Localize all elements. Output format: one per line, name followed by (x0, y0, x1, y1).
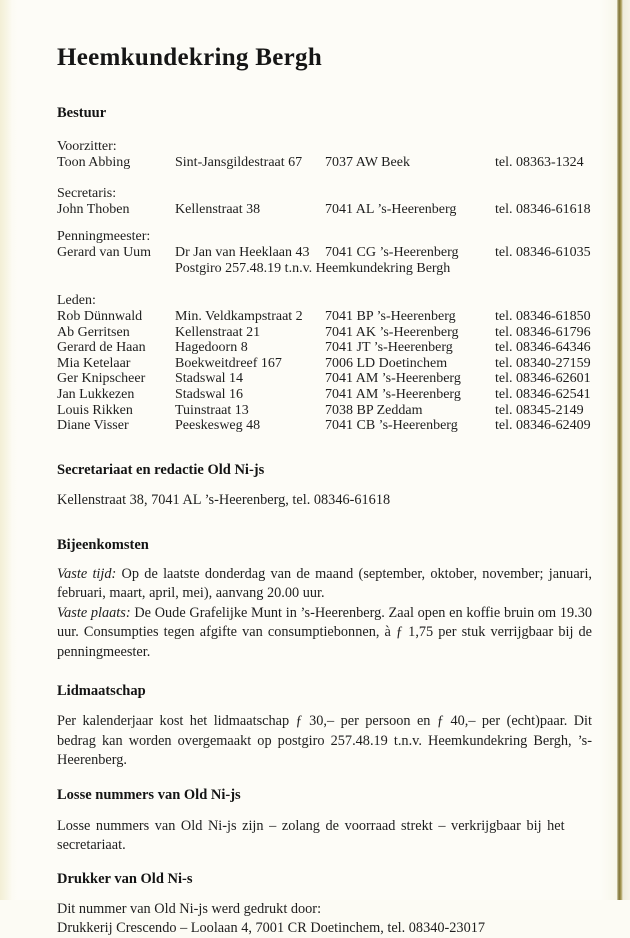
officer-tel: tel. 08346-61035 (495, 245, 591, 260)
member-tel: tel. 08346-61850 (495, 309, 591, 324)
vaste-tijd-text: Op de laatste donderdag van de maand (september, oktober, november; januari, februari, maart, april, mei), aanvang 20.00 uur. (57, 565, 592, 602)
officer-city: 7037 AW Beek (325, 155, 410, 170)
table-row (57, 155, 592, 171)
officer-name: Gerard van Uum (57, 245, 152, 260)
member-address: Hagedoorn 8 (175, 340, 248, 356)
member-name: Mia Ketelaar (57, 355, 131, 371)
officer-address: Dr Jan van Heeklaan 43 (175, 245, 310, 260)
vaste-tijd-label: Vaste tijd: (57, 565, 117, 582)
officer-tel: tel. 08346-61618 (495, 202, 591, 217)
page-edge-right (617, 0, 630, 900)
member-address: Boekweitdreef 167 (175, 355, 282, 371)
table-row (57, 202, 592, 218)
table-row (57, 403, 592, 419)
officer-name: John Thoben (57, 202, 130, 217)
losse-nummers-line: Losse nummers van Old Ni-js zijn – zolang de voorraad strekt – verkrijgbaar bij het secretariaat. (57, 817, 565, 854)
table-row (57, 245, 592, 261)
officer-secretaris (57, 186, 592, 218)
vaste-plaats-label: Vaste plaats: (57, 604, 131, 621)
table-row (57, 356, 592, 372)
table-row (57, 387, 592, 403)
page-content (57, 0, 592, 938)
table-row (57, 325, 592, 341)
member-tel: tel. 08346-62541 (495, 386, 591, 402)
member-city: 7006 LD Doetinchem (325, 355, 448, 371)
member-city: 7038 BP Zeddam (325, 402, 423, 418)
member-tel: tel. 08345-2149 (495, 402, 584, 418)
page-edge-left (0, 0, 12, 900)
officer-address: Sint-Jansgildestraat 67 (175, 155, 303, 170)
secretariaat-address-line: Kellenstraat 38, 7041 AL ’s-Heerenberg, tel. 08346-61618 (57, 491, 391, 508)
member-address: Stadswal 16 (175, 386, 244, 402)
officer-city: 7041 CG ’s-Heerenberg (325, 245, 459, 260)
officer-city: 7041 AL ’s-Heerenberg (325, 202, 457, 217)
member-tel: tel. 08346-62601 (495, 371, 591, 387)
table-row (57, 418, 592, 434)
postgiro-note: Postgiro 257.48.19 t.n.v. Heemkundekring Bergh (175, 261, 451, 276)
member-tel: tel. 08346-62409 (495, 418, 591, 434)
vaste-tijd-paragraph (57, 565, 592, 604)
member-address: Tuinstraat 13 (175, 402, 249, 418)
table-row (57, 309, 592, 325)
lidmaatschap-paragraph: Per kalenderjaar kost het lidmaatschap ƒ 30,– per persoon en ƒ 40,– per (echt)paar. Dit bedrag kan worden overgemaakt op postgiro 257.48.19 t.n.v. Heemkundekring Bergh, ’s-Heerenberg. (57, 713, 592, 769)
member-city: 7041 AK ’s-Heerenberg (325, 324, 459, 340)
section-heading-secretariaat: Secretariaat en redactie Old Ni-js (57, 461, 265, 478)
vaste-plaats-text: De Oude Grafelijke Munt in ’s-Heerenberg. Zaal open en koffie bruin om 19.30 uur. Consumpties tegen afgifte van consumptiebonnen, à ƒ 1,75 per stuk verrijgbaar bij de penningmeester. (57, 604, 592, 660)
officer-voorzitter (57, 139, 592, 171)
role-label: Penningmeester: (57, 229, 151, 244)
member-name: Jan Lukkezen (57, 386, 135, 402)
member-address: Stadswal 14 (175, 371, 244, 387)
drukker-line-1: Dit nummer van Old Ni-js werd gedrukt door: (57, 900, 322, 917)
member-tel: tel. 08340-27159 (495, 355, 591, 371)
member-address: Peeskesweg 48 (175, 418, 261, 434)
drukker-info (57, 900, 592, 938)
spacer (57, 261, 175, 277)
section-heading-losse-nummers: Losse nummers van Old Ni-js (57, 786, 241, 803)
member-name: Diane Visser (57, 418, 129, 434)
member-city: 7041 JT ’s-Heerenberg (325, 340, 453, 356)
member-name: Gerard de Haan (57, 340, 146, 356)
member-address: Min. Veldkampstraat 2 (175, 309, 303, 324)
table-row (57, 371, 592, 387)
member-city: 7041 AM ’s-Heerenberg (325, 386, 461, 402)
member-tel: tel. 08346-64346 (495, 340, 591, 356)
officer-tel: tel. 08363-1324 (495, 155, 584, 170)
member-tel: tel. 08346-61796 (495, 324, 591, 340)
leden-list (57, 293, 592, 434)
member-name: Ab Gerritsen (57, 324, 130, 340)
section-heading-drukker: Drukker van Old Ni-s (57, 870, 193, 887)
leden-label: Leden: (57, 293, 96, 308)
postgiro-row (57, 261, 592, 277)
member-city: 7041 CB ’s-Heerenberg (325, 418, 458, 434)
member-name: Ger Knipscheer (57, 371, 146, 387)
section-heading-lidmaatschap: Lidmaatschap (57, 683, 146, 700)
member-city: 7041 BP ’s-Heerenberg (325, 309, 456, 324)
officer-address: Kellenstraat 38 (175, 202, 261, 217)
section-heading-bijeenkomsten: Bijeenkomsten (57, 536, 149, 553)
role-label: Secretaris: (57, 186, 117, 201)
member-name: Rob Dünnwald (57, 309, 143, 324)
member-city: 7041 AM ’s-Heerenberg (325, 371, 461, 387)
member-address: Kellenstraat 21 (175, 324, 261, 340)
officer-name: Toon Abbing (57, 155, 131, 170)
drukker-line-2: Drukkerij Crescendo – Loolaan 4, 7001 CR Doetinchem, tel. 08340-23017 (57, 919, 486, 936)
table-row (57, 340, 592, 356)
page-title: Heemkundekring Bergh (57, 44, 323, 71)
section-heading-bestuur: Bestuur (57, 105, 107, 121)
vaste-plaats-paragraph (57, 604, 592, 663)
officer-penningmeester (57, 229, 592, 277)
member-name: Louis Rikken (57, 402, 133, 418)
role-label: Voorzitter: (57, 139, 117, 154)
